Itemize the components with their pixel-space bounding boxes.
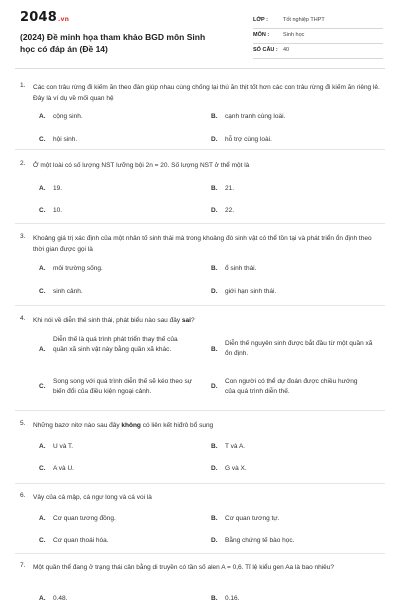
option-letter: D. [211,136,218,143]
option-letter: B. [211,515,218,522]
question-text [33,315,380,326]
option-letter: C. [39,207,46,214]
question-divider [15,553,385,554]
question-1 [20,82,380,162]
option-text: Song song với quá trình diễn thế sẽ kéo theo sự biến đổi của điều kiện ngoại cảnh. [53,378,193,395]
option-letter: A. [39,515,46,522]
site-logo[interactable] [20,10,69,25]
logo-text: 2048 [20,10,57,25]
question-5 [20,420,380,480]
question-number: 6. [20,492,26,499]
option-letter: C. [39,383,46,390]
option-text: 0,16. [225,595,240,600]
meta-row-class [253,14,383,29]
option-letter: A. [39,265,46,272]
option-letter: B. [211,443,218,450]
option-text: 10. [53,207,63,214]
option-letter: D. [211,288,218,295]
option-text: Cơ quan tương tự. [225,515,280,522]
question-text: Vây của cá mập, cá ngư long và cá voi là [33,494,152,501]
question-2 [20,160,380,220]
option-letter: A. [39,113,46,120]
question-text: Các con trâu rừng đi kiếm ăn theo đàn giúp nhau cùng chống lại thú ăn thịt tốt hơn các con trâu rừng đi kiếm ăn riêng lẻ. Đây là ví dụ về mối quan hệ [33,84,380,102]
question-number: 4. [20,315,26,322]
meta-label: SỐ CÂU : [253,47,278,53]
option-text: giới hạn sinh thái. [225,288,277,295]
option-letter: A. [39,595,46,600]
question-emphasis: sai [181,317,191,324]
option-text: 21. [225,185,235,192]
logo-suffix: .vn [57,16,70,23]
option-text: ổ sinh thái. [225,265,257,272]
meta-value: Tốt nghiệp THPT [283,17,325,23]
option-text: môi trường sống. [53,265,103,272]
option-text: hỗ trợ cùng loài. [225,136,272,143]
option-letter: B. [211,185,218,192]
document-header [0,0,400,68]
option-letter: B. [211,113,218,120]
question-number: 5. [20,420,26,427]
question-number: 3. [20,233,26,240]
question-number: 1. [20,82,26,89]
question-number: 7. [20,562,26,569]
meta-label: LỚP : [253,17,268,23]
option-text: U và T. [53,443,74,450]
option-text: cạnh tranh cùng loài. [225,113,286,120]
meta-label: MÔN : [253,32,270,38]
option-text: Bằng chứng tế bào học. [225,537,295,544]
option-text: cộng sinh. [53,113,83,120]
meta-value: 40 [283,47,290,53]
option-letter: C. [39,465,46,472]
option-text: Cơ quan thoái hóa. [53,537,109,544]
option-text: A và U. [53,465,74,472]
question-text: Ở một loài có số lượng NST lưỡng bội 2n = 20. Số lượng NST ở thể một là [33,162,250,169]
question-text-part: Khi nói về diễn thế sinh thái, phát biểu nào sau đây [33,317,182,324]
question-text-part: ? [190,317,195,324]
option-text: Diễn thế là quá trình phát triển thay thế của quần xã sinh vật này bằng quần xã khác. [53,336,178,353]
question-divider [15,223,385,224]
option-letter: A. [39,346,46,353]
question-number: 2. [20,160,26,167]
option-letter: C. [39,537,46,544]
question-divider [15,305,385,306]
option-letter: D. [211,383,218,390]
question-divider [15,149,385,150]
exam-title: (2024) Đề minh họa tham khảo BGD môn Sinh học có đáp án (Đề 14) [20,32,206,54]
question-text-part: có liên kết hiđrô bổ sung [140,422,214,429]
option-letter: D. [211,465,218,472]
question-4 [20,315,380,410]
option-letter: C. [39,288,46,295]
question-text: Khoảng giá trị xác định của một nhân tố sinh thái mà trong khoảng đó sinh vật có thể tồn tại và phát triển ổn định theo thời gian được gọi là [33,235,372,253]
question-emphasis: không [121,422,141,429]
option-letter: D. [211,207,218,214]
option-letter: A. [39,443,46,450]
question-text-part: Những bazơ nitơ nào sau đây [33,422,122,429]
option-text: Cơ quan tương đồng. [53,515,116,522]
option-text: 0,48. [53,595,68,600]
option-letter: B. [211,595,218,600]
option-letter: D. [211,537,218,544]
exam-meta [253,14,383,59]
option-text: hội sinh. [53,136,78,143]
meta-row-count [253,44,383,59]
option-text: Con người có thể dự đoán được chiều hướng của quá trình diễn thế. [225,378,358,395]
meta-value: Sinh học [283,32,305,38]
option-letter: C. [39,136,46,143]
option-text: T và A. [225,443,246,450]
meta-row-subject [253,29,383,44]
question-divider [15,410,385,411]
question-6 [20,492,380,552]
question-text [33,420,380,431]
question-text: Một quần thể đang ở trạng thái cân bằng di truyền có tần số alen A = 0,6. Tỉ lệ kiểu gen Aa là bao nhiêu? [33,564,335,571]
question-3 [20,233,380,303]
question-divider [15,483,385,484]
option-text: Diễn thế nguyên sinh được bắt đầu từ một quần xã ổn định. [225,340,373,357]
option-letter: A. [39,185,46,192]
option-text: 22. [225,207,235,214]
option-text: sinh cảnh. [53,288,83,295]
option-text: G và X. [225,465,247,472]
option-letter: B. [211,265,218,272]
header-divider [15,68,385,69]
question-7 [20,562,380,600]
option-letter: B. [211,346,218,353]
option-text: 19. [53,185,63,192]
